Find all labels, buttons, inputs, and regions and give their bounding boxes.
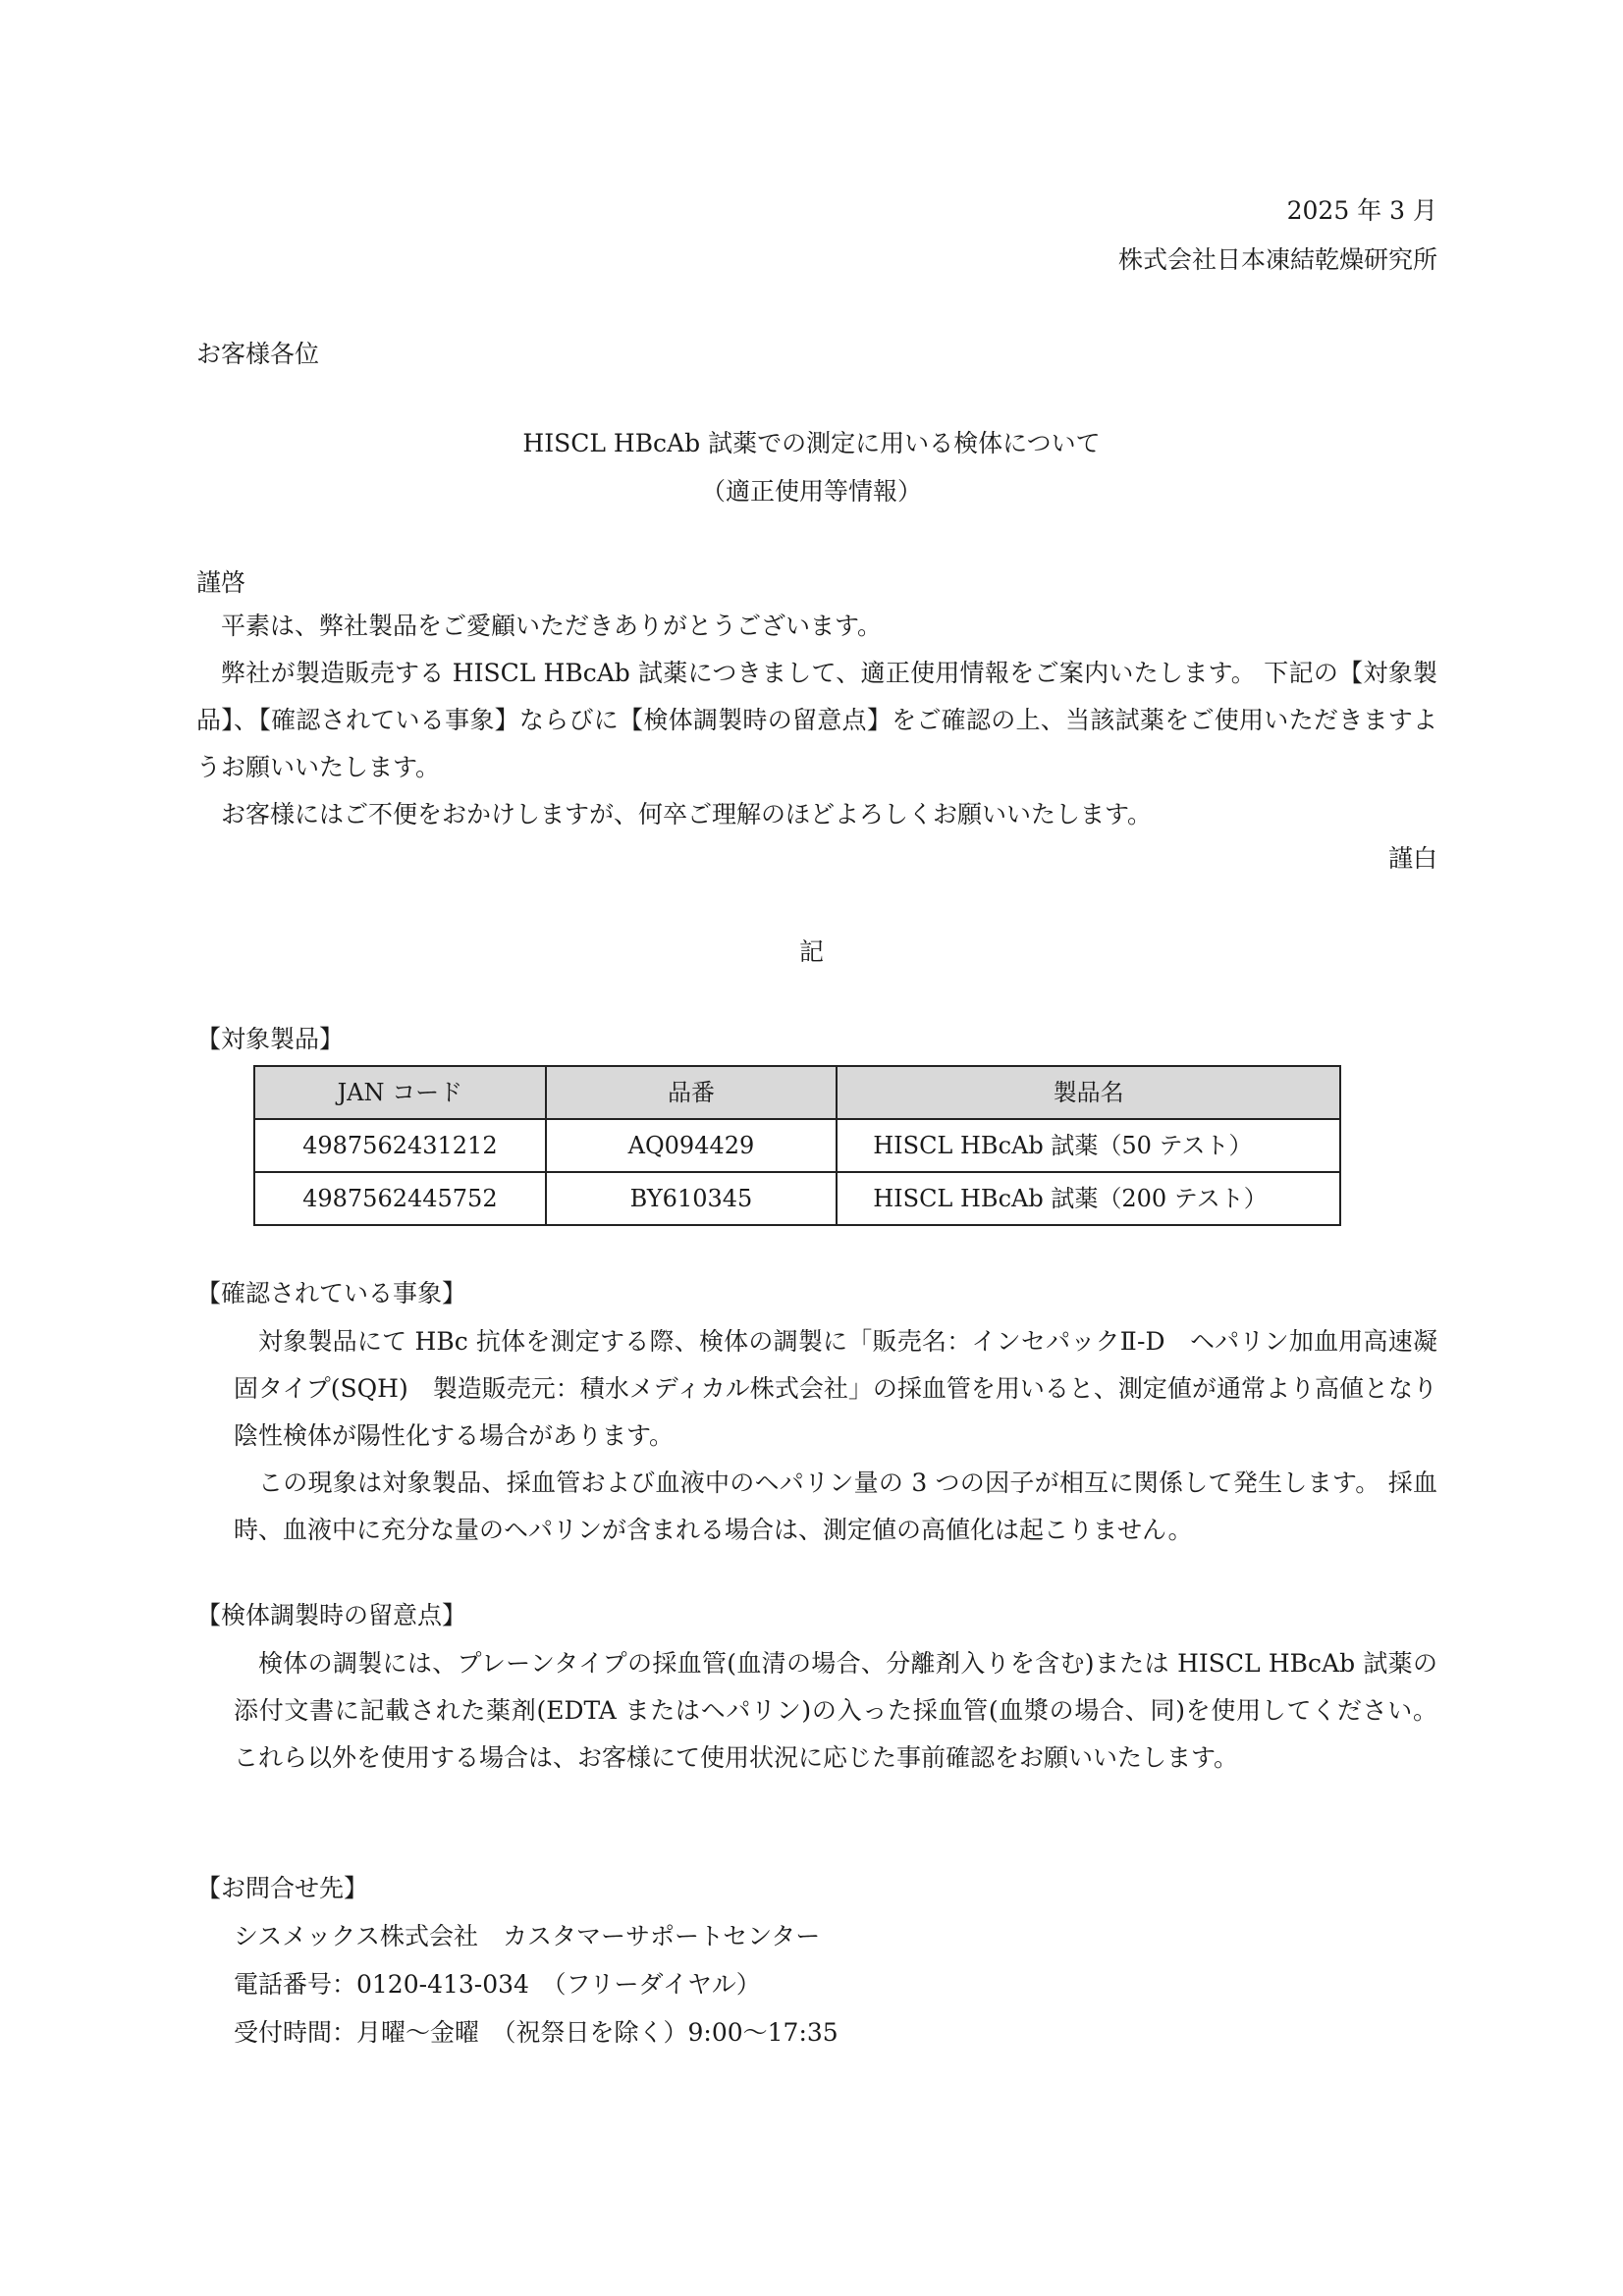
intro-paragraph: お客様にはご不便をおかけしますが、何卒ご理解のほどよろしくお願いいたします。 — [221, 800, 1153, 828]
table-header-row — [254, 1066, 1340, 1119]
confirmed-events-body — [234, 1318, 1437, 1554]
contact-organization: シスメックス株式会社 カスタマーサポートセンター — [234, 1922, 821, 1950]
jan-code-cell: 4987562445752 — [254, 1172, 546, 1225]
column-header-product-name: 製品名 — [837, 1066, 1340, 1119]
table-row — [254, 1119, 1340, 1172]
contact-heading: 【お問合せ先】 — [196, 1874, 369, 1902]
document-date: 2025 年 3 月 — [1286, 196, 1437, 225]
closing-salutation: 謹白 — [1387, 844, 1437, 873]
product-name-cell: HISCL HBcAb 試薬（50 テスト） — [837, 1119, 1340, 1172]
events-paragraph: この現象は対象製品、採血管および血液中のヘパリン量の 3 つの因子が相互に関係して発生します。 採血時、血液中に充分な量のヘパリンが含まれる場合は、測定値の高値化は起こりません。 — [234, 1468, 1437, 1544]
target-products-heading: 【対象製品】 — [196, 1025, 345, 1053]
table-row — [254, 1172, 1340, 1225]
events-paragraph: 対象製品にて HBc 抗体を測定する際、検体の調製に「販売名：インセパックⅡ-D ヘパリン加血用高速凝固タイプ(SQH) 製造販売元：積水メディカル株式会社」の採血管を用いると、測定値が通常より高値となり陰性検体が陽性化する場合があります。 — [234, 1327, 1437, 1450]
column-header-part-number: 品番 — [546, 1066, 838, 1119]
contact-hours: 受付時間：月曜～金曜 （祝祭日を除く）9:00～17:35 — [234, 2018, 839, 2047]
target-products-table — [253, 1065, 1341, 1226]
column-header-jan: JAN コード — [254, 1066, 546, 1119]
addressee: お客様各位 — [196, 340, 320, 368]
ki-marker: 記 — [798, 937, 824, 966]
product-name-cell: HISCL HBcAb 試薬（200 テスト） — [837, 1172, 1340, 1225]
precautions-heading: 【検体調製時の留意点】 — [196, 1601, 467, 1629]
part-number-cell: AQ094429 — [546, 1119, 838, 1172]
contact-phone: 電話番号：0120-413-034 （フリーダイヤル） — [234, 1970, 761, 1999]
opening-salutation: 謹啓 — [196, 568, 246, 597]
intro-body — [196, 603, 1437, 838]
part-number-cell: BY610345 — [546, 1172, 838, 1225]
precautions-body — [234, 1640, 1437, 1782]
precautions-paragraph: 検体の調製には、プレーンタイプの採血管(血清の場合、分離剤入りを含む)または HISCL HBcAb 試薬の添付文書に記載された薬剤(EDTA またはヘパリン)の入った採血管(血漿の場合、同)を使用してください。 これら以外を使用する場合は、お客様にて使用状況に応じた事前確認をお願いいたします。 — [234, 1649, 1437, 1772]
jan-code-cell: 4987562431212 — [254, 1119, 546, 1172]
intro-paragraph: 弊社が製造販売する HISCL HBcAb 試薬につきまして、適正使用情報をご案内いたします。 下記の【対象製品】、【確認されている事象】ならびに【検体調製時の留意点】をご確認の上、当該試薬をご使用いただきますようお願いいたします。 — [196, 659, 1437, 781]
issuer-company: 株式会社日本凍結乾燥研究所 — [1117, 245, 1437, 274]
confirmed-events-heading: 【確認されている事象】 — [196, 1279, 467, 1308]
document-title: HISCL HBcAb 試薬での測定に用いる検体について — [522, 429, 1101, 457]
document-subtitle: （適正使用等情報） — [700, 477, 922, 506]
intro-paragraph: 平素は、弊社製品をご愛顧いただきありがとうございます。 — [221, 612, 883, 640]
